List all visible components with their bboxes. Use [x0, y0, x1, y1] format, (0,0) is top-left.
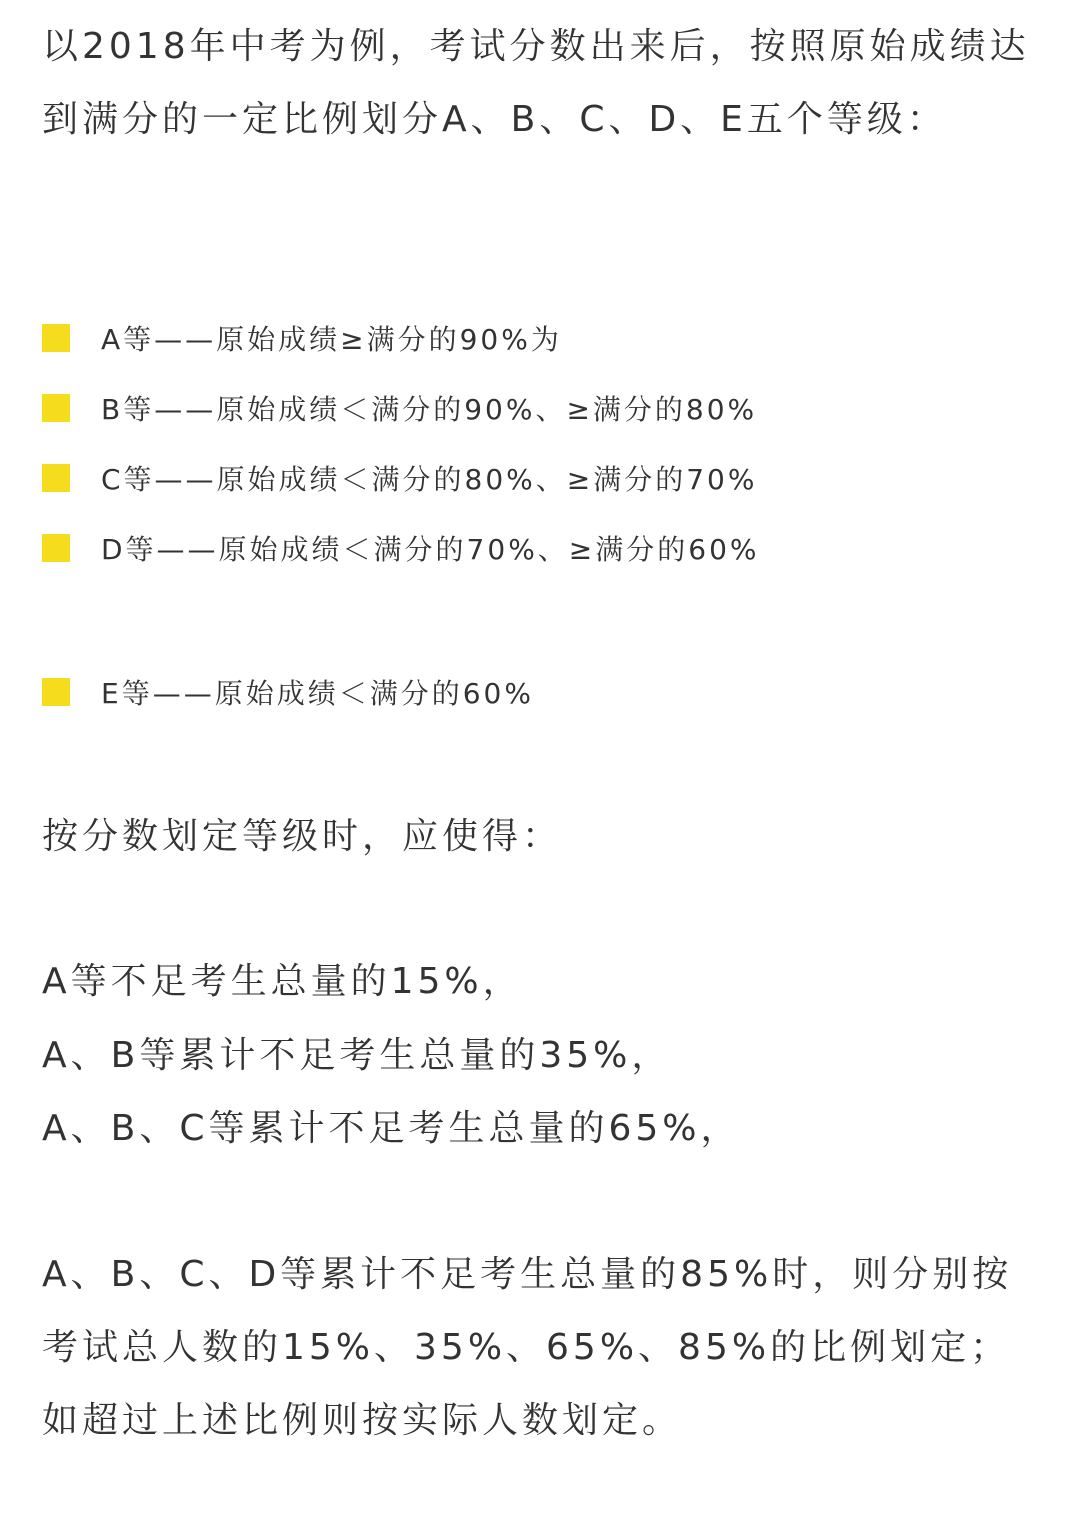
grade-item-c: [42, 458, 757, 498]
grade-text: D等——原始成绩＜满分的70%、≥满分的60%: [101, 533, 760, 566]
square-bullet-icon: [42, 394, 70, 422]
grade-item-b: [42, 388, 757, 428]
rule-line-a: A等不足考生总量的15%，: [42, 961, 523, 1002]
rule-line-abc: A、B、C等累计不足考生总量的65%，: [42, 1108, 741, 1149]
intro-paragraph: 以2018年中考为例，考试分数出来后，按照原始成绩达到满分的一定比例划分A、B、C、D、E五个等级：: [42, 26, 1030, 140]
grade-text: E等——原始成绩＜满分的60%: [101, 677, 534, 710]
grade-text: A等——原始成绩≥满分的90%为: [101, 323, 562, 356]
rule-line-ab: A、B等累计不足考生总量的35%，: [42, 1035, 672, 1076]
grade-item-e: [42, 672, 534, 712]
square-bullet-icon: [42, 324, 70, 352]
rule-heading: 按分数划定等级时，应使得：: [42, 816, 563, 857]
square-bullet-icon: [42, 534, 70, 562]
grade-item-d: [42, 528, 760, 568]
square-bullet-icon: [42, 464, 70, 492]
square-bullet-icon: [42, 678, 70, 706]
grade-text: B等——原始成绩＜满分的90%、≥满分的80%: [101, 393, 758, 426]
grade-text: C等——原始成绩＜满分的80%、≥满分的70%: [101, 463, 758, 496]
grade-item-a: [42, 318, 562, 358]
closing-paragraph: A、B、C、D等累计不足考生总量的85%时，则分别按考试总人数的15%、35%、65%、85%的比例划定；如超过上述比例则按实际人数划定。: [42, 1254, 1013, 1441]
